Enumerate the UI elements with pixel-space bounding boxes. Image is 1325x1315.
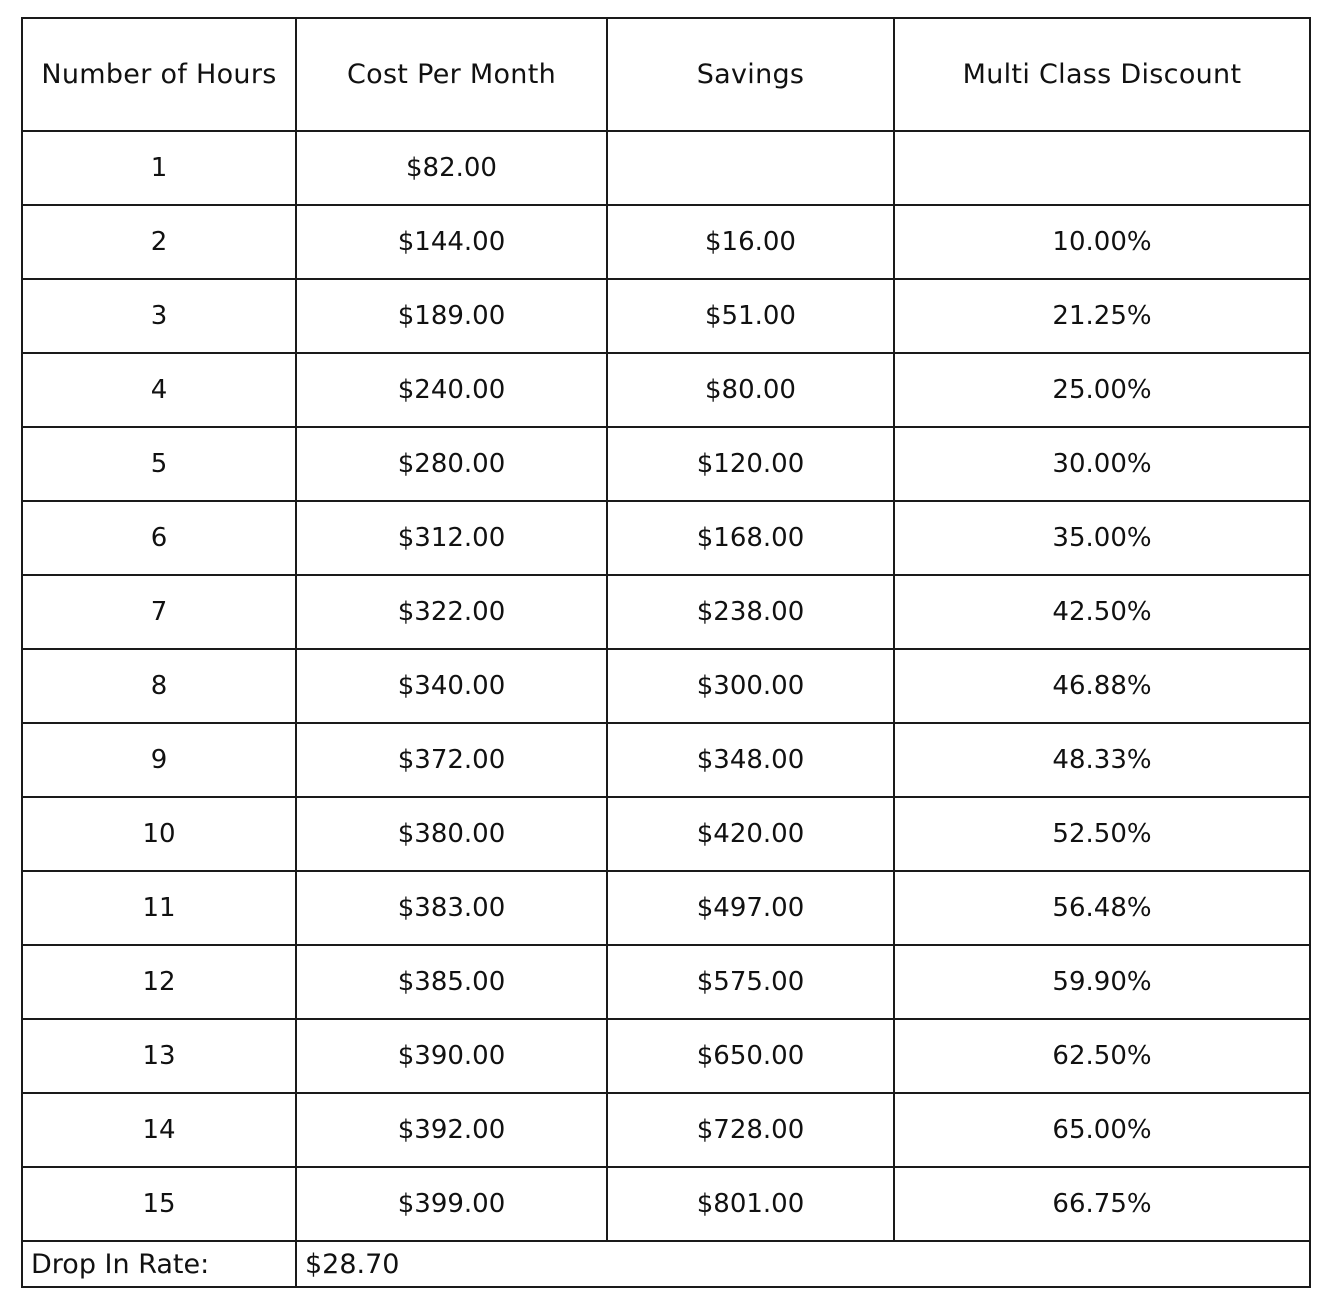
cell-hours: 7 [22, 575, 296, 649]
cell-discount: 35.00% [894, 501, 1310, 575]
cell-savings: $16.00 [607, 205, 894, 279]
cell-discount: 59.90% [894, 945, 1310, 1019]
cell-cost-per-month: $144.00 [296, 205, 607, 279]
cell-savings: $238.00 [607, 575, 894, 649]
cell-hours: 8 [22, 649, 296, 723]
cell-discount: 42.50% [894, 575, 1310, 649]
cell-hours: 13 [22, 1019, 296, 1093]
table-row [22, 205, 1310, 279]
cell-hours: 9 [22, 723, 296, 797]
cell-discount [894, 131, 1310, 205]
cell-cost-per-month: $383.00 [296, 871, 607, 945]
cell-discount: 52.50% [894, 797, 1310, 871]
cell-savings: $300.00 [607, 649, 894, 723]
header-cost-per-month: Cost Per Month [296, 18, 607, 131]
cell-cost-per-month: $189.00 [296, 279, 607, 353]
table-row [22, 279, 1310, 353]
cell-hours: 14 [22, 1093, 296, 1167]
cell-savings: $168.00 [607, 501, 894, 575]
cell-discount: 21.25% [894, 279, 1310, 353]
cell-hours: 5 [22, 427, 296, 501]
cell-hours: 4 [22, 353, 296, 427]
cell-discount: 65.00% [894, 1093, 1310, 1167]
table-row [22, 871, 1310, 945]
table-row [22, 131, 1310, 205]
table-row [22, 1019, 1310, 1093]
cell-cost-per-month: $312.00 [296, 501, 607, 575]
table-row [22, 1167, 1310, 1241]
cell-discount: 48.33% [894, 723, 1310, 797]
cell-savings: $497.00 [607, 871, 894, 945]
cell-discount: 30.00% [894, 427, 1310, 501]
cell-hours: 2 [22, 205, 296, 279]
drop-in-rate-row [22, 1241, 1310, 1287]
cell-hours: 1 [22, 131, 296, 205]
cell-discount: 10.00% [894, 205, 1310, 279]
drop-in-rate-value: $28.70 [296, 1241, 1310, 1287]
table-row [22, 575, 1310, 649]
cell-discount: 66.75% [894, 1167, 1310, 1241]
cell-hours: 15 [22, 1167, 296, 1241]
table-row [22, 1093, 1310, 1167]
cell-savings: $420.00 [607, 797, 894, 871]
cell-savings: $80.00 [607, 353, 894, 427]
cell-cost-per-month: $399.00 [296, 1167, 607, 1241]
cell-cost-per-month: $390.00 [296, 1019, 607, 1093]
header-savings: Savings [607, 18, 894, 131]
cell-cost-per-month: $322.00 [296, 575, 607, 649]
cell-savings: $575.00 [607, 945, 894, 1019]
header-number-of-hours: Number of Hours [22, 18, 296, 131]
cell-savings: $801.00 [607, 1167, 894, 1241]
table-row [22, 649, 1310, 723]
cell-discount: 46.88% [894, 649, 1310, 723]
table-row [22, 945, 1310, 1019]
cell-cost-per-month: $280.00 [296, 427, 607, 501]
cell-discount: 25.00% [894, 353, 1310, 427]
cell-savings: $120.00 [607, 427, 894, 501]
table-row [22, 723, 1310, 797]
cell-hours: 3 [22, 279, 296, 353]
cell-cost-per-month: $82.00 [296, 131, 607, 205]
cell-cost-per-month: $380.00 [296, 797, 607, 871]
cell-savings: $650.00 [607, 1019, 894, 1093]
cell-savings: $728.00 [607, 1093, 894, 1167]
cell-hours: 6 [22, 501, 296, 575]
cell-cost-per-month: $385.00 [296, 945, 607, 1019]
cell-savings: $51.00 [607, 279, 894, 353]
table-row [22, 797, 1310, 871]
cell-cost-per-month: $392.00 [296, 1093, 607, 1167]
cell-savings: $348.00 [607, 723, 894, 797]
table-row [22, 501, 1310, 575]
header-multi-class-discount: Multi Class Discount [894, 18, 1310, 131]
cell-hours: 10 [22, 797, 296, 871]
header-row [22, 18, 1310, 131]
cell-discount: 62.50% [894, 1019, 1310, 1093]
cell-cost-per-month: $240.00 [296, 353, 607, 427]
pricing-table [21, 17, 1311, 1288]
drop-in-rate-label: Drop In Rate: [22, 1241, 296, 1287]
cell-cost-per-month: $372.00 [296, 723, 607, 797]
cell-cost-per-month: $340.00 [296, 649, 607, 723]
table-row [22, 353, 1310, 427]
cell-discount: 56.48% [894, 871, 1310, 945]
cell-hours: 12 [22, 945, 296, 1019]
cell-savings [607, 131, 894, 205]
table-row [22, 427, 1310, 501]
cell-hours: 11 [22, 871, 296, 945]
